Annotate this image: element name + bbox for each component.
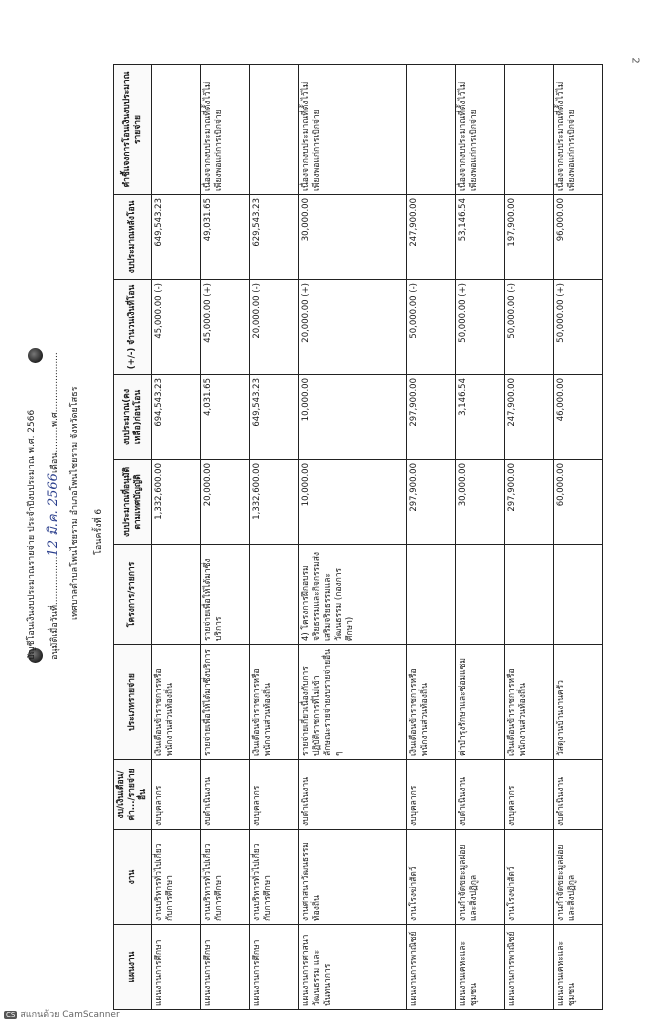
table-cell bbox=[152, 65, 201, 195]
table-cell: 46,000.00 bbox=[554, 375, 603, 460]
table-cell: งานโรงฆ่าสัตว์ bbox=[505, 830, 554, 925]
table-cell: 30,000.00 bbox=[298, 195, 407, 280]
column-header: งาน bbox=[114, 830, 152, 925]
scanner-footer-text: สแกนด้วย CamScanner bbox=[20, 1010, 120, 1020]
table-cell: 50,000.00 (-) bbox=[407, 280, 456, 375]
table-cell: 20,000.00 (-) bbox=[249, 280, 298, 375]
table-cell bbox=[456, 545, 505, 645]
table-cell: งบบุคลากร bbox=[249, 760, 298, 830]
binder-hole-top bbox=[28, 348, 43, 363]
table-cell: 45,000.00 (+) bbox=[200, 280, 249, 375]
approval-line bbox=[48, 352, 61, 660]
column-header: (+/-) จำนวนเงินที่โอน bbox=[114, 280, 152, 375]
table-cell: วัสดุงานบ้านงานครัว bbox=[554, 645, 603, 760]
table-row bbox=[407, 65, 456, 1010]
table-cell: งบบุคลากร bbox=[152, 760, 201, 830]
table-cell: งานบริหารทั่วไปเกี่ยวกับการศึกษา bbox=[152, 830, 201, 925]
table-cell: 96,000.00 bbox=[554, 195, 603, 280]
table-cell: 60,000.00 bbox=[554, 460, 603, 545]
column-header: คำชี้แจงการโอนเงินงบประมาณรายจ่าย bbox=[114, 65, 152, 195]
table-cell: แผนงานการศึกษา bbox=[200, 925, 249, 1010]
table-cell: เนื่องจากงบประมาณที่ตั้งไว้ไม่เพียงพอแก่การเบิกจ่าย bbox=[200, 65, 249, 195]
table-cell: เนื่องจากงบประมาณที่ตั้งไว้ไม่เพียงพอแก่การเบิกจ่าย bbox=[456, 65, 505, 195]
table-cell bbox=[249, 65, 298, 195]
table-cell: เงินเดือนข้าราชการหรือพนักงานส่วนท้องถิ่น bbox=[505, 645, 554, 760]
table-cell: 20,000.00 bbox=[200, 460, 249, 545]
table-cell: เงินเดือนข้าราชการหรือพนักงานส่วนท้องถิ่น bbox=[152, 645, 201, 760]
table-cell: 50,000.00 (+) bbox=[456, 280, 505, 375]
column-header: งบ/เงินเดือน/ค่า.../รายจ่ายอื่น bbox=[114, 760, 152, 830]
table-cell: งานกำจัดขยะมูลฝอยและสิ่งปฏิกูล bbox=[554, 830, 603, 925]
table-cell: 297,900.00 bbox=[407, 460, 456, 545]
table-cell bbox=[505, 65, 554, 195]
table-cell bbox=[554, 545, 603, 645]
table-cell: รายจ่ายเกี่ยวเนื่องกับการปฏิบัติราชการที่ไม่เข้าลักษณะรายจ่ายงบรายจ่ายอื่น ๆ bbox=[298, 645, 407, 760]
table-cell: 10,000.00 bbox=[298, 375, 407, 460]
table-cell: รายจ่ายเพื่อให้ได้มาซึ่งบริการ bbox=[200, 545, 249, 645]
scanner-footer bbox=[4, 1007, 120, 1021]
column-header: ประเภทรายจ่าย bbox=[114, 645, 152, 760]
approval-suffix: เดือน.........พ.ศ..................... bbox=[50, 352, 60, 474]
budget-transfer-table bbox=[113, 65, 603, 1010]
table-cell: งานโรงฆ่าสัตว์ bbox=[407, 830, 456, 925]
table-cell: งบดำเนินงาน bbox=[298, 760, 407, 830]
table-cell: แผนงานการศาสนา วัฒนธรรม และนันทนาการ bbox=[298, 925, 407, 1010]
table-cell: 247,900.00 bbox=[505, 375, 554, 460]
table-row bbox=[456, 65, 505, 1010]
table-cell: 649,543.23 bbox=[152, 195, 201, 280]
table-cell bbox=[152, 545, 201, 645]
column-header: โครงการ/รายการ bbox=[114, 545, 152, 645]
approval-handwritten-date: 12 มิ.ค. 2566 bbox=[46, 473, 61, 557]
table-cell bbox=[505, 545, 554, 645]
table-cell: แผนงานเคหะและชุมชน bbox=[456, 925, 505, 1010]
table-cell: 50,000.00 (+) bbox=[554, 280, 603, 375]
table-cell: 649,543.23 bbox=[249, 375, 298, 460]
table-cell: 694,543.23 bbox=[152, 375, 201, 460]
table-cell: เงินเดือนข้าราชการหรือพนักงานส่วนท้องถิ่น bbox=[249, 645, 298, 760]
table-cell: 297,900.00 bbox=[505, 460, 554, 545]
table-cell: เนื่องจากงบประมาณที่ตั้งไว้ไม่เพียงพอแก่การเบิกจ่าย bbox=[298, 65, 407, 195]
table-row bbox=[505, 65, 554, 1010]
table-cell: งานกำจัดขยะมูลฝอยและสิ่งปฏิกูล bbox=[456, 830, 505, 925]
table-cell: แผนงานการศึกษา bbox=[249, 925, 298, 1010]
table-cell: 197,900.00 bbox=[505, 195, 554, 280]
table-cell: เนื่องจากงบประมาณที่ตั้งไว้ไม่เพียงพอแก่การเบิกจ่าย bbox=[554, 65, 603, 195]
table-cell: งบบุคลากร bbox=[505, 760, 554, 830]
table-cell bbox=[249, 545, 298, 645]
table-cell: งานบริหารทั่วไปเกี่ยวกับการศึกษา bbox=[249, 830, 298, 925]
table-cell bbox=[407, 545, 456, 645]
table-cell: แผนงานการพาณิชย์ bbox=[407, 925, 456, 1010]
table-cell: 50,000.00 (-) bbox=[505, 280, 554, 375]
approval-prefix: อนุมัติเมื่อวันที่................. bbox=[50, 556, 60, 660]
table-row bbox=[298, 65, 407, 1010]
table-cell: แผนงานการศึกษา bbox=[152, 925, 201, 1010]
table-cell: รายจ่ายเพื่อให้ได้มาซึ่งบริการ bbox=[200, 645, 249, 760]
table-row bbox=[200, 65, 249, 1010]
column-header: งบประมาณ(คงเหลือ)ก่อนโอน bbox=[114, 375, 152, 460]
table-cell: 10,000.00 bbox=[298, 460, 407, 545]
page-number: 2 bbox=[629, 57, 641, 64]
table-cell: 20,000.00 (+) bbox=[298, 280, 407, 375]
table-cell: งานบริหารทั่วไปเกี่ยวกับการศึกษา bbox=[200, 830, 249, 925]
table-cell bbox=[407, 65, 456, 195]
transfer-number: โอนครั้งที่ 6 bbox=[94, 508, 104, 555]
table-cell: แผนงานการพาณิชย์ bbox=[505, 925, 554, 1010]
table-cell: งบดำเนินงาน bbox=[200, 760, 249, 830]
table-row bbox=[152, 65, 201, 1010]
table-cell: 45,000.00 (-) bbox=[152, 280, 201, 375]
table-cell: งบดำเนินงาน bbox=[456, 760, 505, 830]
document-title: บัญชีโอนเงินงบประมาณรายจ่าย ประจำปีงบประมาณ พ.ศ. 2566 bbox=[27, 409, 37, 660]
camscanner-badge: CS bbox=[6, 1011, 16, 1019]
column-header: งบประมาณที่อนุมัติตามเทศบัญญัติ bbox=[114, 460, 152, 545]
table-cell: 53,146.54 bbox=[456, 195, 505, 280]
table-cell: 297,900.00 bbox=[407, 375, 456, 460]
table-cell: 4,031.65 bbox=[200, 375, 249, 460]
column-header: งบประมาณหลังโอน bbox=[114, 195, 152, 280]
table-cell: 247,900.00 bbox=[407, 195, 456, 280]
table-cell: 4) โครงการฝึกอบรมจริยธรรมและกิจกรรมส่งเสริมจริยธรรมและวัฒนธรรม (กองการศึกษา) bbox=[298, 545, 407, 645]
table-cell: งานศาสนาวัฒนธรรมท้องถิ่น bbox=[298, 830, 407, 925]
table-cell: งบบุคลากร bbox=[407, 760, 456, 830]
table-cell: 30,000.00 bbox=[456, 460, 505, 545]
table-cell: เงินเดือนข้าราชการหรือพนักงานส่วนท้องถิ่น bbox=[407, 645, 456, 760]
table-cell: แผนงานเคหะและชุมชน bbox=[554, 925, 603, 1010]
table-cell: ค่าบำรุงรักษาและซ่อมแซม bbox=[456, 645, 505, 760]
table-cell: งบดำเนินงาน bbox=[554, 760, 603, 830]
table-row bbox=[249, 65, 298, 1010]
column-header: แผนงาน bbox=[114, 925, 152, 1010]
table-cell: 3,146.54 bbox=[456, 375, 505, 460]
table-row bbox=[554, 65, 603, 1010]
table-header-row bbox=[114, 65, 152, 1010]
table-cell: 629,543.23 bbox=[249, 195, 298, 280]
organization-line: เทศบาลตำบลโพนไชยราม อำเภอโพนไชยราม จังหวัดยโสธร bbox=[70, 386, 80, 620]
table-cell: 1,332,600.00 bbox=[152, 460, 201, 545]
table-cell: 49,031.65 bbox=[200, 195, 249, 280]
table-cell: 1,332,600.00 bbox=[249, 460, 298, 545]
